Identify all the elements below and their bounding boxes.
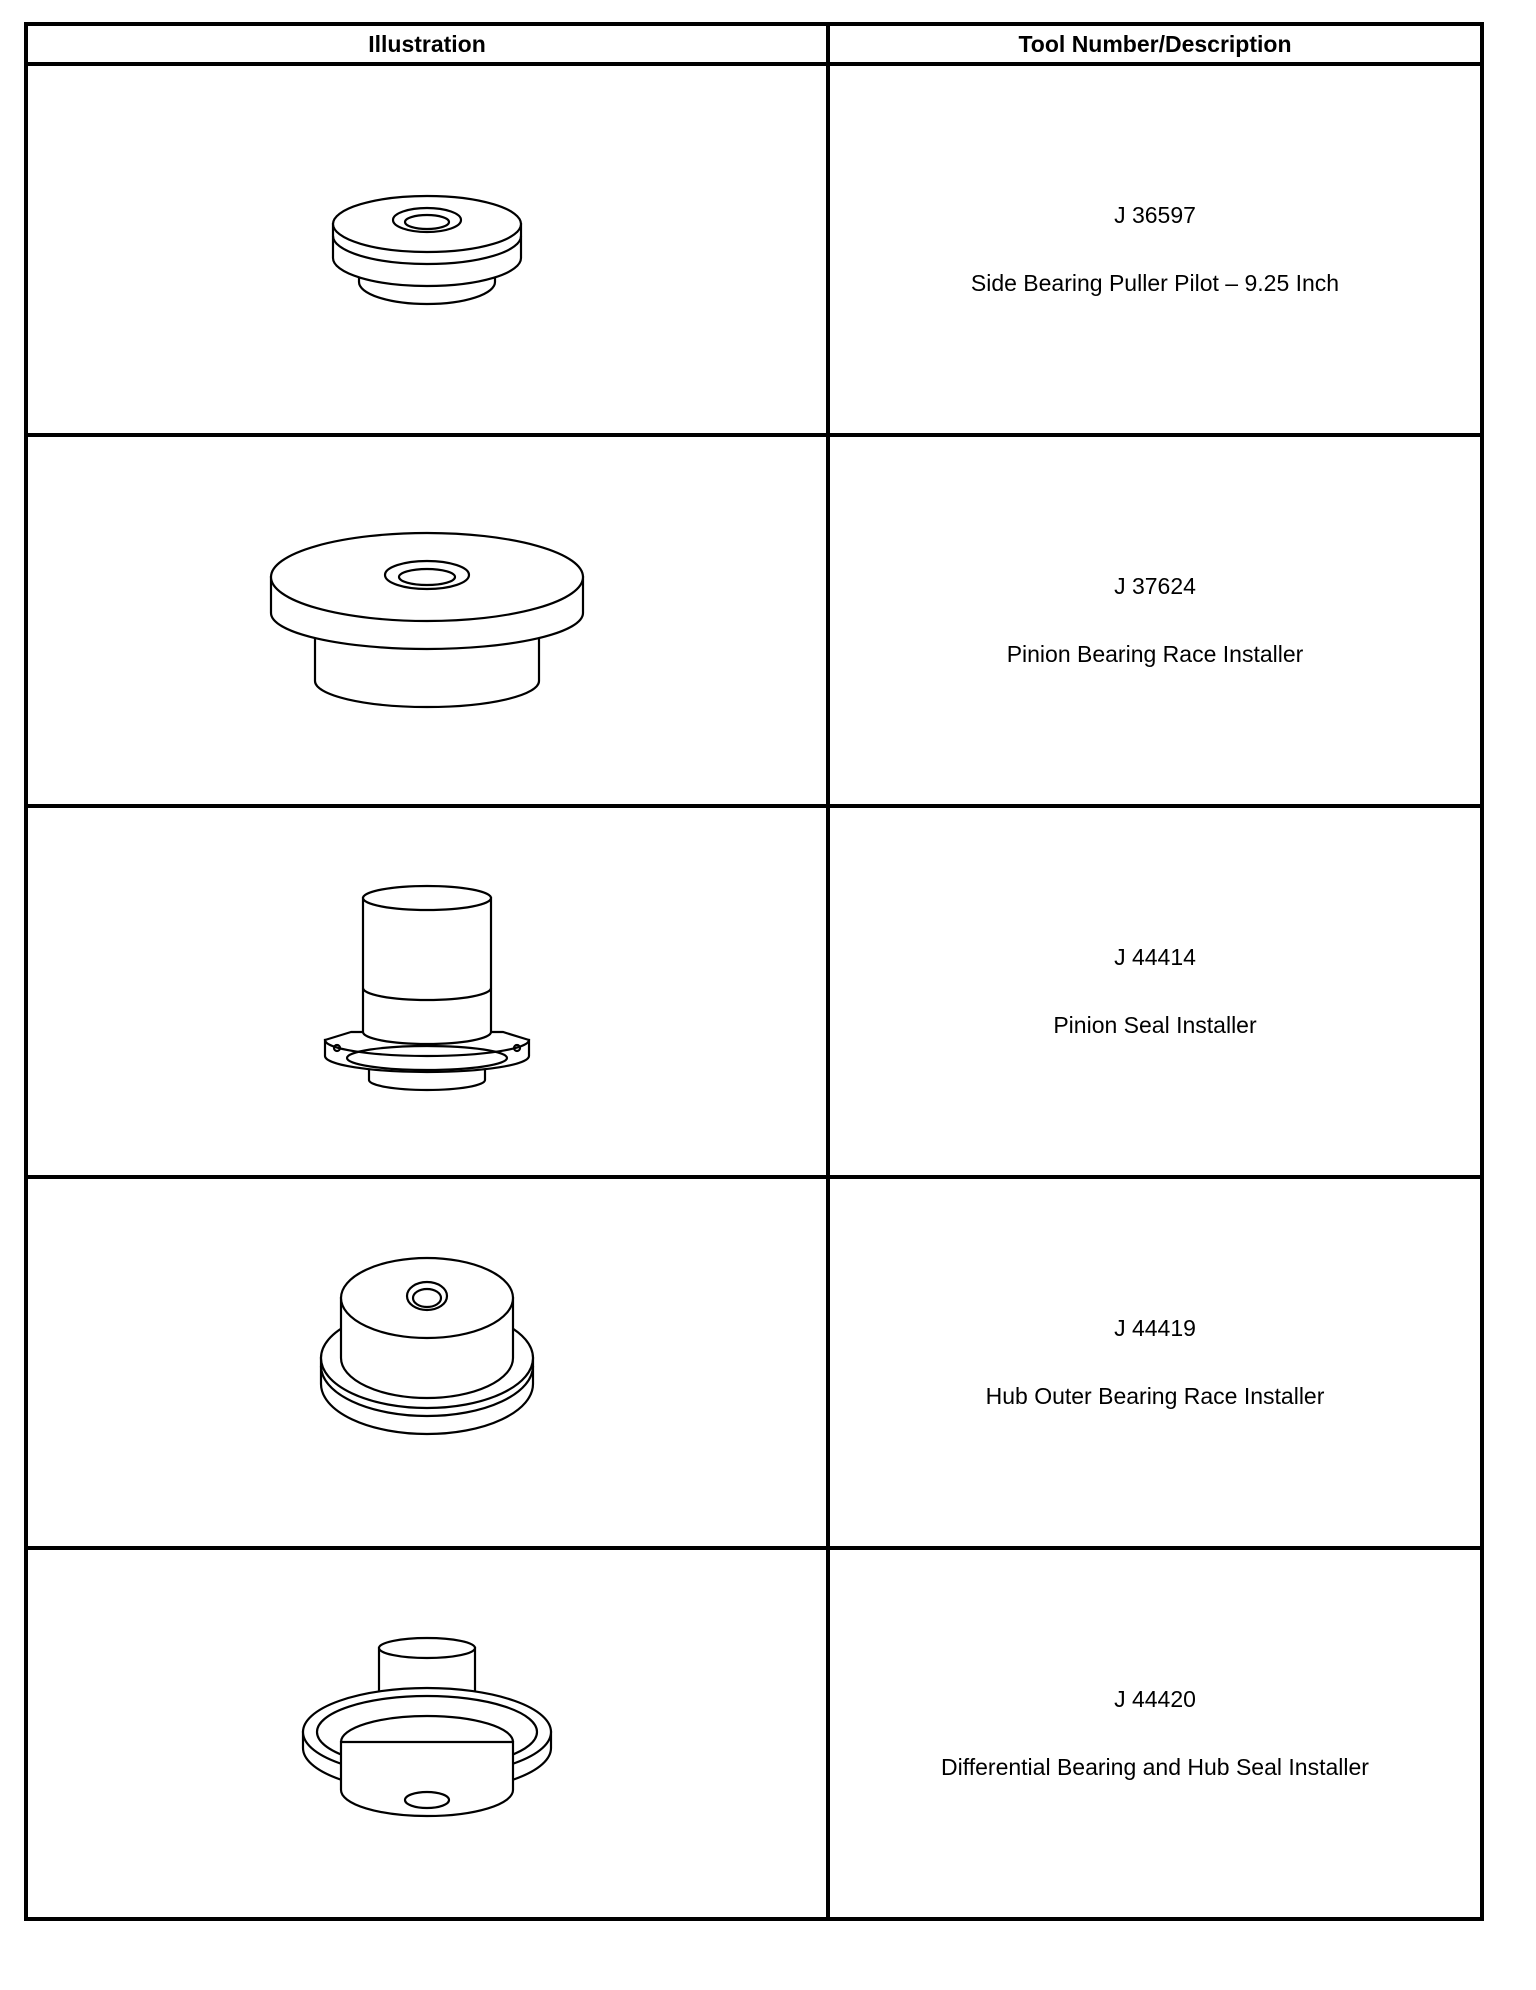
table-row (26, 1548, 1482, 1919)
tool-description: Pinion Bearing Race Installer (1006, 640, 1304, 667)
tool-description: Side Bearing Puller Pilot – 9.25 Inch (970, 269, 1340, 296)
tool-number: J 44419 (1114, 1314, 1196, 1341)
table-row (26, 435, 1482, 806)
header-tool-description: Tool Number/Description (828, 24, 1482, 64)
tool-description: Pinion Seal Installer (1053, 1011, 1257, 1038)
illustration-cell (26, 64, 828, 435)
description-cell (828, 806, 1482, 1177)
illustration-cell (26, 1548, 828, 1919)
tool-number: J 44414 (1114, 943, 1196, 970)
differential-bearing-hub-seal-installer-icon (297, 1624, 557, 1844)
illustration-cell (26, 1177, 828, 1548)
description-cell (828, 1548, 1482, 1919)
side-bearing-puller-pilot-icon (317, 180, 537, 320)
table-row (26, 1177, 1482, 1548)
tool-number: J 36597 (1114, 201, 1196, 228)
illustration-cell (26, 435, 828, 806)
illustration-cell (26, 806, 828, 1177)
pinion-bearing-race-installer-icon (267, 521, 587, 721)
tool-table (24, 22, 1484, 1921)
header-illustration: Illustration (26, 24, 828, 64)
table-row (26, 806, 1482, 1177)
description-cell (828, 435, 1482, 806)
description-cell (828, 1177, 1482, 1548)
tool-description: Differential Bearing and Hub Seal Installer (941, 1753, 1369, 1780)
hub-outer-bearing-race-installer-icon (317, 1248, 537, 1478)
pinion-seal-installer-icon (317, 882, 537, 1102)
tool-number: J 37624 (1114, 572, 1196, 599)
table-row (26, 64, 1482, 435)
tool-description: Hub Outer Bearing Race Installer (985, 1382, 1325, 1409)
tool-number: J 44420 (1114, 1685, 1196, 1712)
header-row (26, 24, 1482, 64)
description-cell (828, 64, 1482, 435)
